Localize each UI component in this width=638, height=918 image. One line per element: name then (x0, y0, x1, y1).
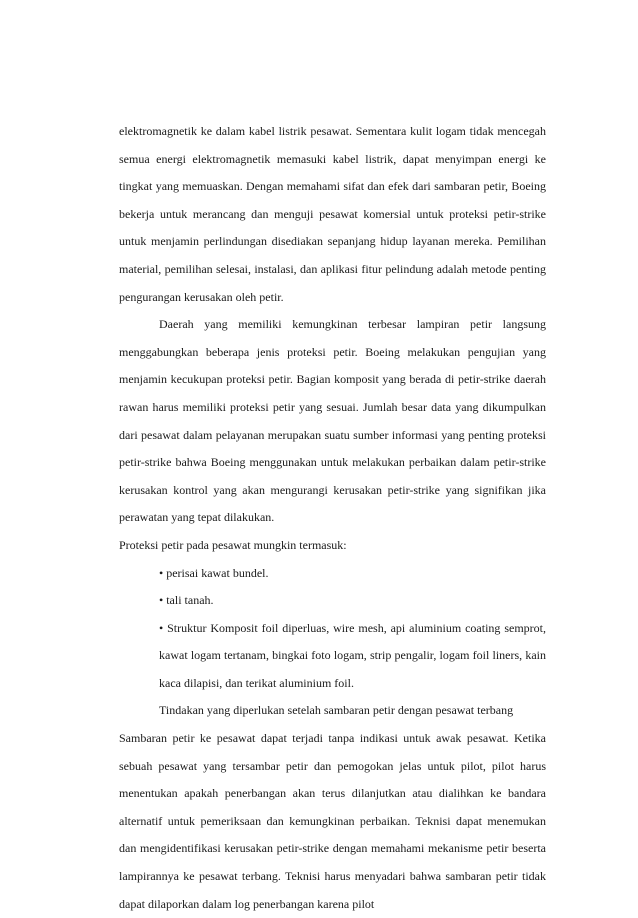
paragraph-electromagnetic: elektromagnetik ke dalam kabel listrik pesawat. Sementara kulit logam tidak mencegah semua energi elektromagnetik memasuki kabel listrik, dapat menyimpan energi ke tingkat yang memuaskan. Dengan memahami sifat dan efek dari sambaran petir, Boeing bekerja untuk merancang dan menguji pesawat komersial untuk proteksi petir-strike untuk menjamin perlindungan disediakan sepanjang hidup layanan mereka. Pemilihan material, pemilihan selesai, instalasi, dan aplikasi fitur pelindung adalah metode penting pengurangan kerusakan oleh petir. (119, 124, 546, 304)
document-body (119, 118, 546, 918)
paragraph-lightning-strike-detection: Sambaran petir ke pesawat dapat terjadi tanpa indikasi untuk awak pesawat. Ketika sebuah pesawat yang tersambar petir dan pemogokan jelas untuk pilot, pilot harus menentukan apakah penerbangan akan terus dilanjutkan atau dialihkan ke bandara alternatif untuk pemeriksaan dan kemungkinan perbaikan. Teknisi dapat menemukan dan mengidentifikasi kerusakan petir-strike dengan memahami mekanisme petir beserta lampirannya ke pesawat terbang. Teknisi harus menyadari bahwa sambaran petir tidak dapat dilaporkan dalam log penerbangan karena pilot (119, 731, 546, 911)
paragraph-lightning-attachment: Daerah yang memiliki kemungkinan terbesar lampiran petir langsung menggabungkan beberapa jenis proteksi petir. Boeing melakukan pengujian yang menjamin kecukupan proteksi petir. Bagian komposit yang berada di petir-strike daerah rawan harus memiliki proteksi petir yang sesuai. Jumlah besar data yang dikumpulkan dari pesawat dalam pelayanan merupakan suatu sumber informasi yang penting proteksi petir-strike bahwa Boeing menggunakan untuk melakukan perbaikan dalam petir-strike kerusakan kontrol yang akan mengurangi kerusakan petir-strike yang signifikan jika perawatan yang tepat dilakukan. (119, 317, 546, 525)
paragraph-protection-intro: Proteksi petir pada pesawat mungkin termasuk: (119, 537, 347, 552)
list-item-composite-structure: • Struktur Komposit foil diperluas, wire mesh, api aluminium coating semprot, kawat logam tertanam, bingkai foto logam, strip pengalir, logam foil liners, kain kaca dilapisi, dan terikat aluminium foil. (159, 620, 546, 690)
list-item-ground-strap: • tali tanah. (159, 593, 214, 608)
list-item-wire-bundle: • perisai kawat bundel. (159, 565, 269, 580)
paragraph-actions-heading: Tindakan yang diperlukan setelah sambaran petir dengan pesawat terbang (159, 703, 514, 718)
